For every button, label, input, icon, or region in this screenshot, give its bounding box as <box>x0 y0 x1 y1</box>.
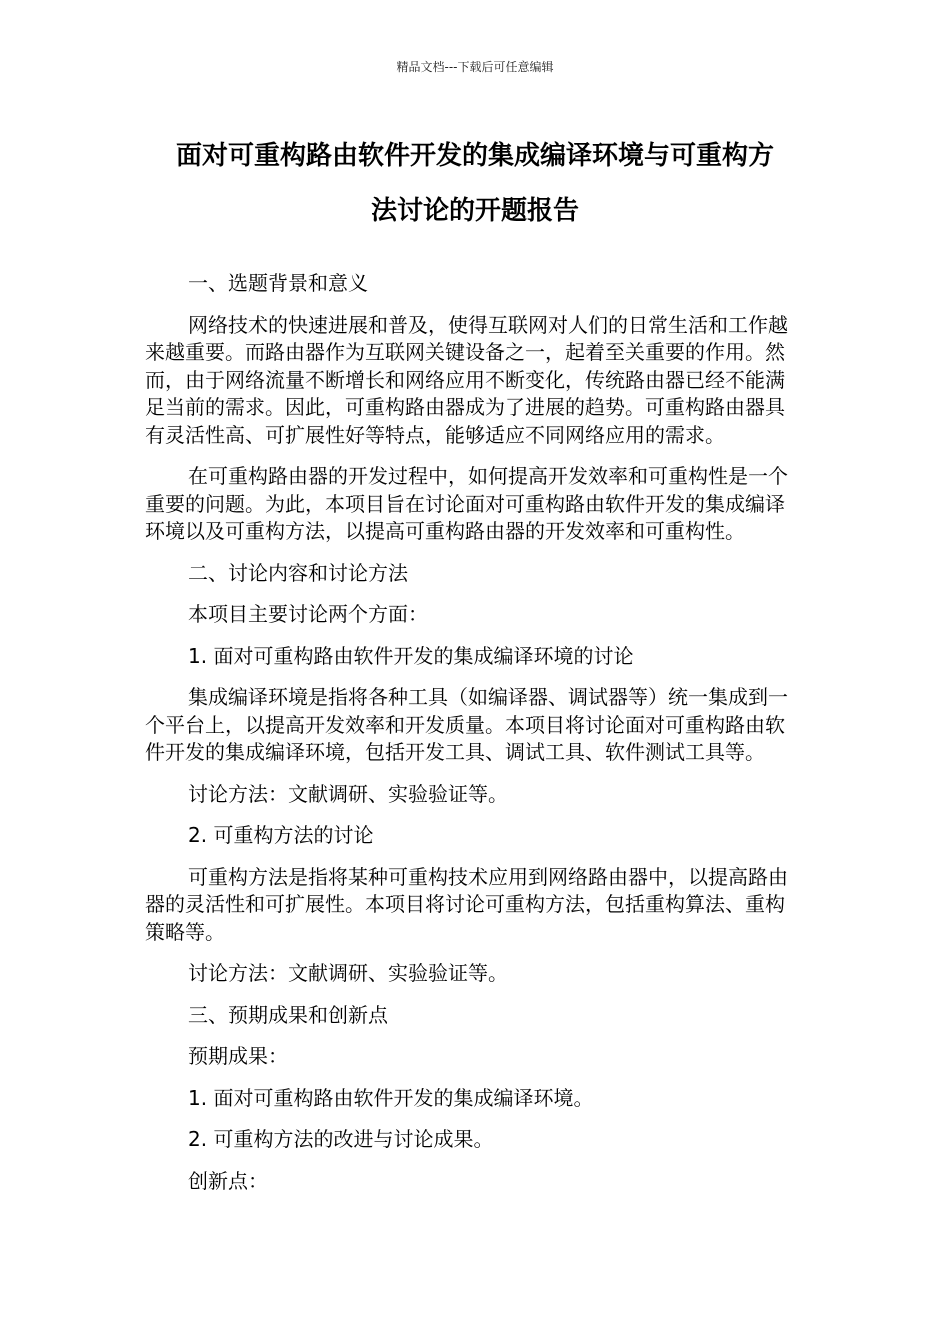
paragraph-background: 网络技术的快速进展和普及，使得互联网对人们的日常生活和工作越来越重要。而路由器作为互联网关键设备之一，起着至关重要的作用。然而，由于网络流量不断增长和网络应用不断变化，传统路由器已经不能满足当前的需求。因此，可重构路由器成为了进展的趋势。可重构路由器具有灵活性高、可扩展性好等特点，能够适应不同网络应用的需求。 <box>145 312 788 447</box>
list-item-result-2: 2. 可重构方法的改进与讨论成果。 <box>188 1127 494 1151</box>
paragraph-innovation: 创新点： <box>188 1168 268 1193</box>
section-heading-research: 二、讨论内容和讨论方法 <box>188 560 408 585</box>
paragraph-research-intro: 本项目主要讨论两个方面： <box>188 602 428 626</box>
document-body <box>145 270 795 1195</box>
paragraph-reconfig: 可重构方法是指将某种可重构技术应用到网络路由器中，以提高路由器的灵活性和可扩展性。本项目将讨论可重构方法，包括重构算法、重构策略等。 <box>145 864 788 944</box>
document-title-line-2: 法讨论的开题报告 <box>370 196 579 226</box>
section-heading-results: 三、预期成果和创新点 <box>188 1002 388 1027</box>
paragraph-expected-results: 预期成果： <box>188 1044 288 1068</box>
section-heading-background: 一、选题背景和意义 <box>188 271 368 295</box>
list-item-ide: 1. 面对可重构路由软件开发的集成编译环境的讨论 <box>188 643 634 668</box>
list-item-reconfig: 2. 可重构方法的讨论 <box>188 823 374 847</box>
paragraph-ide: 集成编译环境是指将各种工具（如编译器、调试器等）统一集成到一个平台上，以提高开发效率和开发质量。本项目将讨论面对可重构路由软件开发的集成编译环境，包括开发工具、调试工具、软件测试工具等。 <box>145 685 788 764</box>
paragraph-method-1: 讨论方法：文献调研、实验验证等。 <box>188 781 508 806</box>
document-title-line-1: 面对可重构路由软件开发的集成编译环境与可重构方 <box>175 141 774 171</box>
paragraph-method-2: 讨论方法：文献调研、实验验证等。 <box>188 961 508 985</box>
paragraph-objective: 在可重构路由器的开发过程中，如何提高开发效率和可重构性是一个重要的问题。为此，本项目旨在讨论面对可重构路由软件开发的集成编译环境以及可重构方法，以提高可重构路由器的开发效率和可重构性。 <box>145 464 788 543</box>
list-item-result-1: 1. 面对可重构路由软件开发的集成编译环境。 <box>188 1085 594 1110</box>
page-header: 精品文档---下载后可任意编辑 <box>396 60 554 74</box>
